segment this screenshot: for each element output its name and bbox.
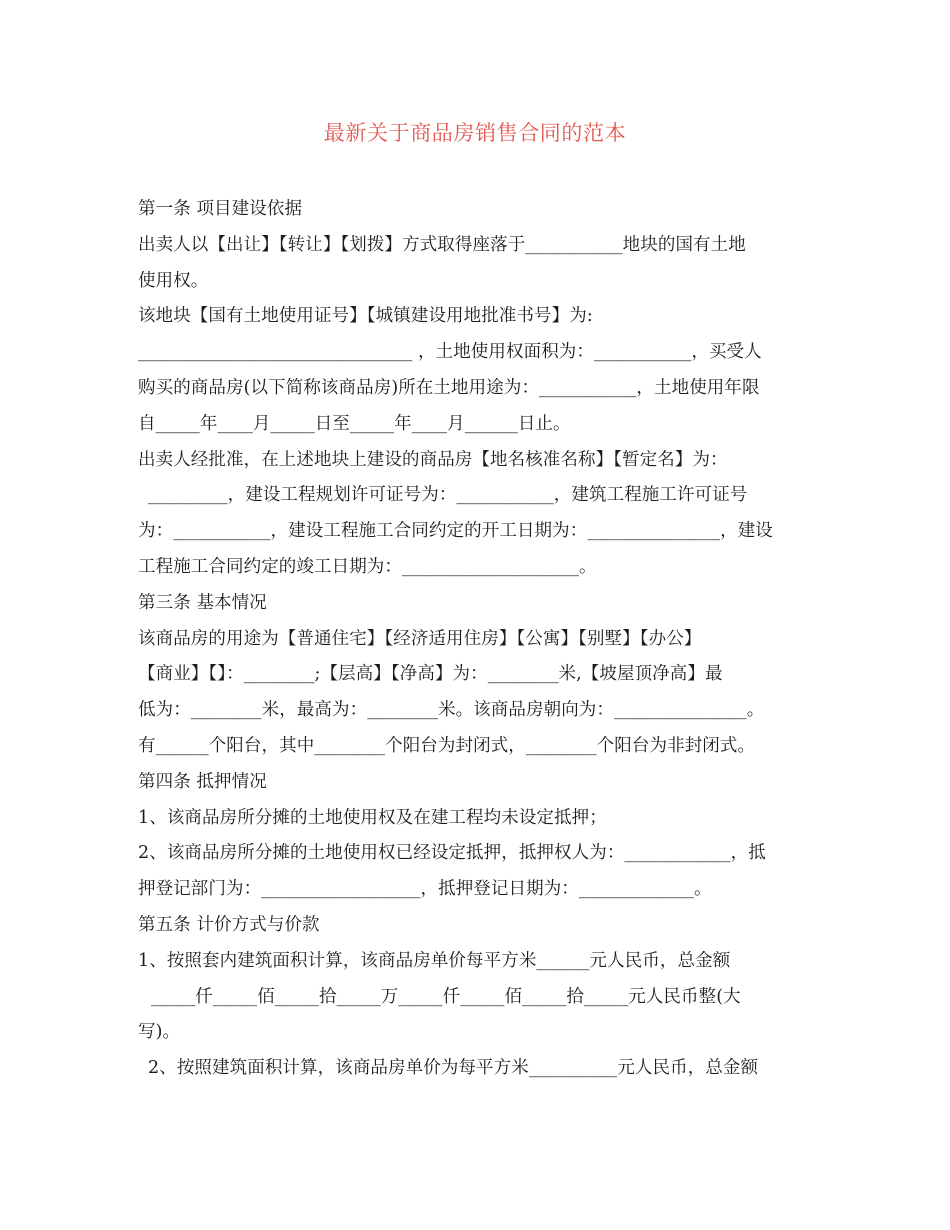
body-line: 写)。	[138, 1022, 181, 1043]
body-line: 【商业】【】：________;【层高】【净高】为：________米,【坡屋顶净高】最	[138, 664, 723, 685]
body-line: 自_____年____月_____日至_____年____月______日止。	[138, 413, 571, 434]
body-line: 第三条 基本情况	[138, 592, 267, 613]
body-line: 该商品房的用途为【普通住宅】【经济适用住房】【公寓】【别墅】【办公】	[138, 628, 702, 649]
body-line: 出卖人经批准，在上述地块上建设的商品房【地名核准名称】【暂定名】为：	[138, 449, 728, 470]
body-line: 出卖人以【出让】【转让】【划拨】方式取得座落于___________地块的国有土地	[138, 234, 746, 255]
body-line: 为：___________，建设工程施工合同约定的开工日期为：_______________，建设	[138, 521, 773, 542]
body-line: 第四条 抵押情况	[138, 771, 267, 792]
body-line: 1、按照套内建筑面积计算，该商品房单价每平方米______元人民币，总金额	[138, 950, 731, 971]
body-line: _______________________________ ，土地使用权面积为：___________，买受人	[138, 342, 762, 363]
body-line: _____仟_____佰_____拾_____万_____仟_____佰_____拾_____元人民币整(大	[151, 986, 741, 1007]
body-line: 1、该商品房所分摊的土地使用权及在建工程均未设定抵押；	[138, 807, 607, 828]
body-line: 购买的商品房(以下简称该商品房)所在土地用途为：___________，土地使用年限	[138, 377, 760, 398]
page-title: 最新关于商品房销售合同的范本	[323, 121, 627, 145]
body-line: _________，建设工程规划许可证号为：___________，建筑工程施工许可证号	[148, 485, 748, 506]
document-body	[138, 192, 816, 1087]
body-line: 有______个阳台，其中________个阳台为封闭式，________个阳台为非封闭式。	[138, 735, 756, 756]
body-line: 2、该商品房所分摊的土地使用权已经设定抵押，抵押权人为：____________，抵	[138, 843, 766, 864]
body-line: 使用权。	[138, 270, 209, 291]
body-line: 押登记部门为：__________________，抵押登记日期为：_____________。	[138, 879, 712, 900]
body-line: 2、按照建筑面积计算，该商品房单价为每平方米__________元人民币，总金额	[148, 1058, 759, 1079]
body-line: 第五条 计价方式与价款	[138, 914, 320, 935]
body-line: 第一条 项目建设依据	[138, 199, 303, 219]
body-line: 该地块【国有土地使用证号】【城镇建设用地批准书号】为:	[138, 306, 593, 327]
body-line: 低为：________米，最高为：________米。该商品房朝向为：_______________。	[138, 700, 765, 721]
body-line: 工程施工合同约定的竣工日期为：____________________。	[138, 556, 597, 577]
